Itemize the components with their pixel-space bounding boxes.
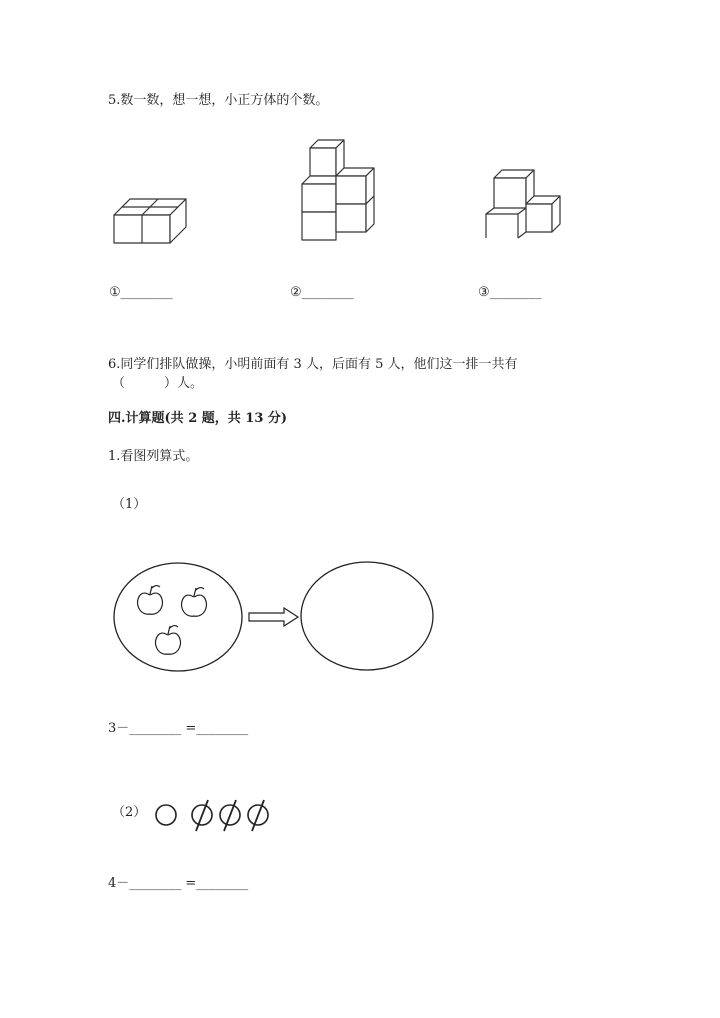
calc-question-1: 1.看图列算式。: [108, 449, 199, 464]
circle-icon: [156, 805, 176, 825]
cube-figure-2: [298, 138, 378, 242]
part-1-label: （1）: [112, 497, 147, 512]
cube-figure-1: [110, 195, 190, 247]
answer-blank-1[interactable]: ①________: [109, 285, 173, 300]
question-6-line1: 6.同学们排队做操，小明前面有 3 人，后面有 5 人，他们这一排一共有: [108, 357, 518, 372]
part-2-label: （2）: [112, 805, 147, 820]
equation-1[interactable]: 3－________ =________: [108, 721, 249, 736]
apples-ellipse: [114, 563, 242, 671]
answer-ellipse: [301, 562, 433, 670]
cube-figure-3: [482, 166, 566, 242]
apple-icon: [137, 586, 162, 615]
question-6-line2: （ ）人。: [112, 376, 204, 391]
apples-diagram: [112, 560, 442, 675]
apple-icon: [181, 588, 206, 617]
right-arrow-icon: [249, 608, 298, 626]
answer-blank-3[interactable]: ③________: [478, 285, 542, 300]
apple-icon: [155, 626, 180, 655]
circles-diagram: [152, 797, 277, 833]
equation-2[interactable]: 4－________ =________: [108, 876, 249, 891]
question-5-text: 5.数一数，想一想，小正方体的个数。: [108, 93, 329, 108]
section-heading: 四.计算题(共 2 题，共 13 分): [108, 411, 288, 426]
answer-blank-2[interactable]: ②________: [290, 285, 354, 300]
